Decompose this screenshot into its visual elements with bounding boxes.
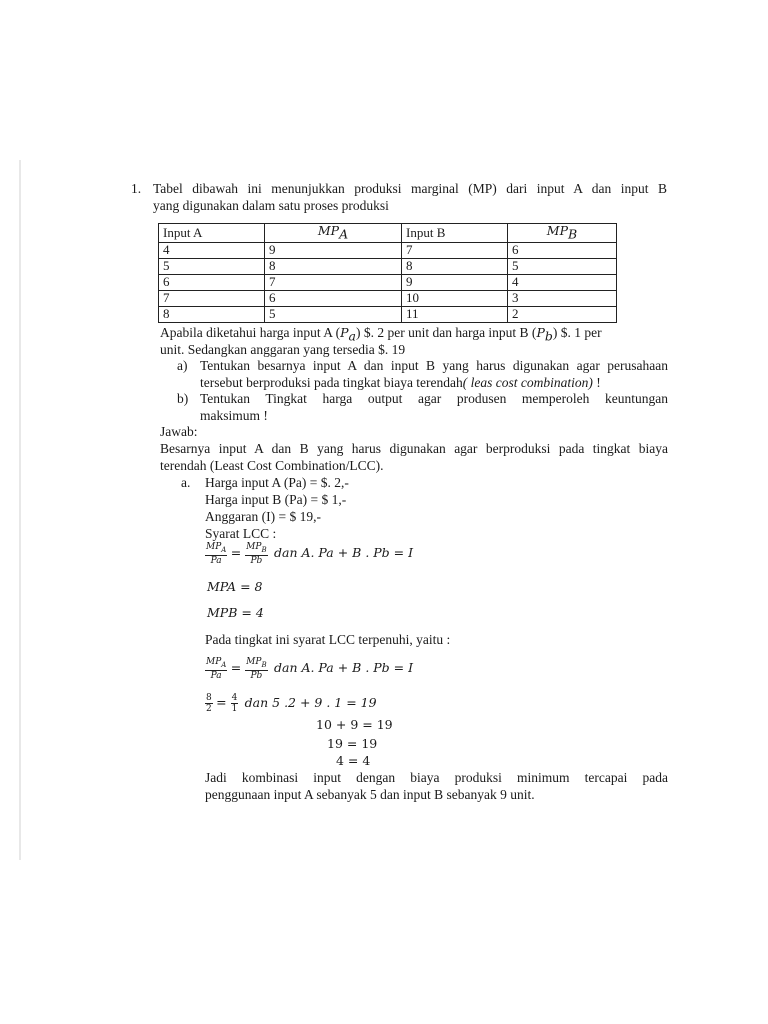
fraction-mpa-pa: $\frac{MP_A}{Pa}$	[206, 542, 227, 566]
budget: Anggaran (I) = $ 19,-	[205, 509, 321, 524]
table-cell: 6	[265, 290, 402, 306]
header-input-a: Input A	[159, 224, 265, 243]
table-cell: 3	[508, 290, 617, 306]
table-row	[159, 242, 617, 258]
condition-met: Pada tingkat ini syarat LCC terpenuhi, yaitu :	[205, 632, 451, 647]
mpb-value: MPB = 4	[207, 605, 264, 620]
table-cell: 5	[508, 258, 617, 274]
fraction-4-1: $\frac{4}{1}$	[231, 693, 238, 714]
table-row	[159, 258, 617, 274]
task-a-line2: tersebut berproduksi pada tingkat biaya terendah( leas cost combination) !	[200, 375, 601, 390]
question-intro-line2: yang digunakan dalam satu proses produksi	[153, 198, 389, 213]
task-a-label: a)	[177, 358, 188, 373]
header-input-b: Input B	[402, 224, 508, 243]
fraction-mpb-pb: $\frac{MP_B}{Pb}$	[246, 657, 267, 681]
lcc-label: Syarat LCC :	[205, 526, 277, 541]
conclusion-line1: Jadi kombinasi input dengan biaya produksi minimum tercapai pada	[205, 770, 668, 785]
task-a-line1: Tentukan besarnya input A dan input B yang harus digunakan agar perusahaan	[200, 358, 668, 373]
given-line2: unit. Sedangkan anggaran yang tersedia $. 19	[160, 342, 406, 357]
table-cell: 4	[159, 242, 265, 258]
table-cell: 6	[159, 274, 265, 290]
table-cell: 9	[265, 242, 402, 258]
page-edge-shadow	[19, 160, 21, 860]
calc-step2: 19 = 19	[327, 736, 378, 751]
conclusion-line2: penggunaan input A sebanyak 5 dan input B sebanyak 9 unit.	[205, 787, 535, 802]
table-row	[159, 274, 617, 290]
table-cell: 8	[159, 306, 265, 322]
table-cell: 5	[265, 306, 402, 322]
given-line1: Apabila diketahui harga input A $(P_a)$ $. 2 per unit dan harga input B $(P_b)$ $. 1 per	[160, 325, 602, 344]
table-header-row	[159, 224, 617, 243]
question-intro-line1: Tabel dibawah ini menunjukkan produksi marginal (MP) dari input A dan input B	[153, 181, 667, 196]
marginal-product-table	[158, 223, 617, 323]
table-row	[159, 306, 617, 322]
table-cell: 5	[159, 258, 265, 274]
table-cell: 10	[402, 290, 508, 306]
table-cell: 8	[265, 258, 402, 274]
table-cell: 4	[508, 274, 617, 290]
table-cell: 6	[508, 242, 617, 258]
calc-step3: 4 = 4	[336, 753, 371, 768]
answer-line1: Besarnya input A dan B yang harus digunakan agar berproduksi pada tingkat biaya	[160, 441, 668, 456]
mpa-value: MPA = 8	[207, 579, 263, 594]
task-b-line2: maksimum !	[200, 408, 268, 423]
table-cell: 7	[402, 242, 508, 258]
price-a: Harga input A (Pa) = $. 2,-	[205, 475, 349, 490]
answer-line2: terendah (Least Cost Combination/LCC).	[160, 458, 384, 473]
answer-a-label: a.	[181, 475, 191, 490]
task-b-label: b)	[177, 391, 189, 406]
question-number: 1.	[131, 181, 142, 196]
fraction-8-2: $\frac{8}{2}$	[206, 693, 212, 714]
table-cell: 7	[265, 274, 402, 290]
price-b: Harga input B (Pa) = $ 1,-	[205, 492, 347, 507]
table-cell: 7	[159, 290, 265, 306]
table-row	[159, 290, 617, 306]
fraction-mpa-pa: $\frac{MP_A}{Pa}$	[206, 657, 227, 681]
header-mpb: $MP_B$	[508, 224, 617, 243]
lcc-formula-repeat: $\frac{MP_A}{Pa}$ = $\frac{MP_B}{Pb}$ dan A. Pa + B . Pb = I	[206, 657, 414, 681]
table-cell: 8	[402, 258, 508, 274]
task-b-line1: Tentukan Tingkat harga output agar produsen memperoleh keuntungan	[200, 391, 668, 406]
table-cell: 2	[508, 306, 617, 322]
fraction-mpb-pb: $\frac{MP_B}{Pb}$	[246, 542, 267, 566]
table-cell: 11	[402, 306, 508, 322]
table-cell: 9	[402, 274, 508, 290]
lcc-formula: $\frac{MP_A}{Pa}$ = $\frac{MP_B}{Pb}$ dan A. Pa + B . Pb = I	[206, 542, 414, 566]
calc-step1: 10 + 9 = 19	[316, 717, 393, 732]
lcc-check: $\frac{8}{2}$ = $\frac{4}{1}$ dan 5 .2 + 9 . 1 = 19	[206, 693, 377, 714]
answer-heading: Jawab:	[160, 424, 198, 439]
header-mpa: $MP_A$	[265, 224, 402, 243]
